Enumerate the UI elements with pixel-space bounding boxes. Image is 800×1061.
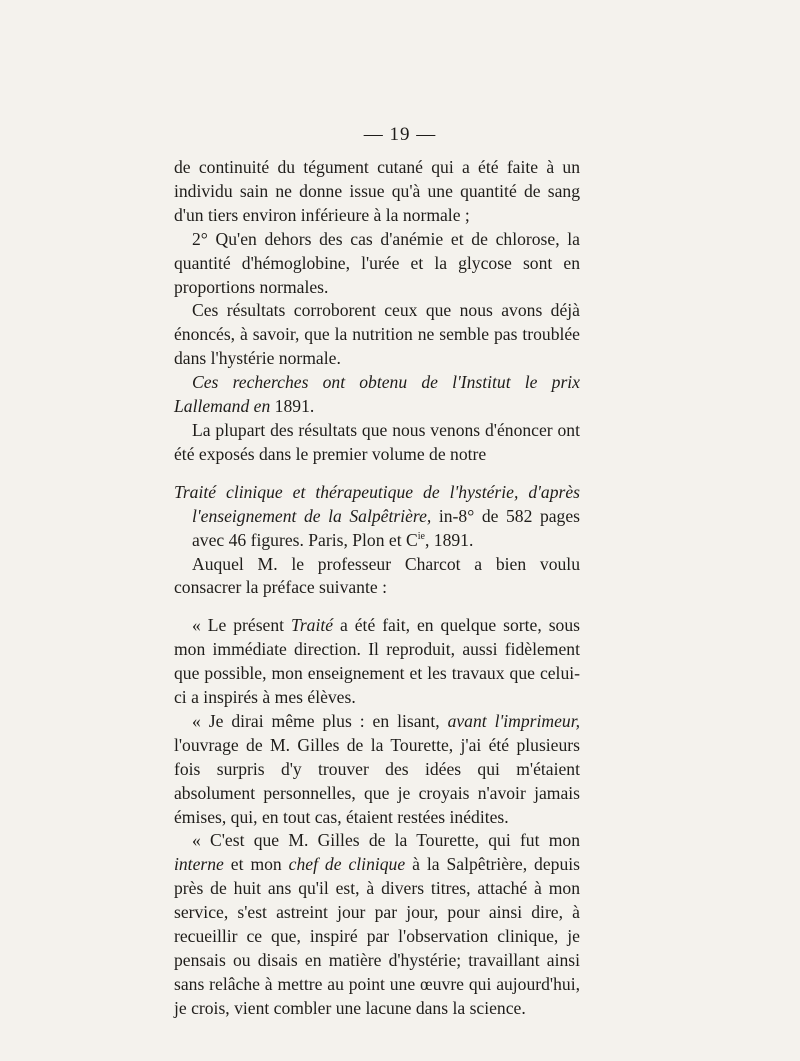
quote-2-a: « Je dirai même plus : en lisant, xyxy=(192,710,448,731)
prize-year: 1891. xyxy=(270,396,315,417)
paragraph-2: 2° Qu'en dehors des cas d'anémie et de chlorose, la quantité d'hémoglobine, l'urée et la glycose sont en proportions normales. xyxy=(174,228,580,297)
quote-1-a: « Le présent xyxy=(192,615,291,636)
book-title: Traité clinique et thérapeutique de l'hystérie, d'après l'enseignement de la Salpêtrière, xyxy=(174,481,580,526)
quote-1 xyxy=(174,614,580,710)
prize-italic: Ces recherches ont obtenu de l'Institut le prix Lallemand en xyxy=(174,372,580,417)
quote-2-italic: avant l'imprimeur, xyxy=(447,710,580,731)
paragraph-prize xyxy=(174,371,580,419)
page-number: — 19 — xyxy=(363,124,437,145)
quote-3-a: « C'est que M. Gilles de la Tourette, qui fut mon xyxy=(192,830,580,851)
quote-3-italic-1: interne xyxy=(174,854,224,875)
body-text xyxy=(174,156,580,1021)
quote-3-b: et mon xyxy=(223,854,289,875)
quote-1-b: a été fait, en quelque sorte, sous mon immédiate direction. Il reproduit, aussi fidèlement que possible, mon enseignement et les travaux que celui-ci a inspirés à mes élèves. xyxy=(174,615,580,708)
book-details-1: in-8° de 582 pages avec 46 figures. Paris, Plon et C xyxy=(192,505,580,550)
paragraph-5: La plupart des résultats que nous venons d'énoncer ont été exposés dans le premier volume de notre xyxy=(174,419,580,464)
paragraph-1: de continuité du tégument cutané qui a été faite à un individu sain ne donne issue qu'à une quantité de sang d'un tiers environ inférieure à la normale ; xyxy=(174,157,580,225)
book-reference xyxy=(174,481,580,553)
quote-3-c: à la Salpêtrière, depuis près de huit ans qu'il est, à divers titres, attaché à mon service, s'est astreint jour par jour, pour ainsi dire, à recueillir ce que, inspiré par l'observation clinique, je pensais ou disais en matière d'hystérie; travaillant ainsi sans relâche à mettre au point une œuvre qui aujourd'hui, je crois, vient combler une lacune dans la science. xyxy=(174,854,580,1018)
quote-3-italic-2: chef de clinique xyxy=(288,854,406,875)
paragraph-preface: Auquel M. le professeur Charcot a bien voulu consacrer la préface suivante : xyxy=(174,553,580,598)
quote-1-italic: Traité xyxy=(291,615,334,636)
book-details-sup: ie xyxy=(417,530,425,542)
book-details-2: , 1891. xyxy=(424,529,474,550)
quote-3 xyxy=(174,829,580,1020)
paragraph-3: Ces résultats corroborent ceux que nous avons déjà énoncés, à savoir, que la nutrition ne semble pas troublée dans l'hystérie normale. xyxy=(174,300,580,369)
quote-2 xyxy=(174,710,580,830)
quote-2-b: l'ouvrage de M. Gilles de la Tourette, j'ai été plusieurs fois surpris d'y trouver des idées qui m'étaient absolument personnelles, que je croyais n'avoir jamais émises, qui, en tout cas, étaient restées inédites. xyxy=(174,734,580,827)
